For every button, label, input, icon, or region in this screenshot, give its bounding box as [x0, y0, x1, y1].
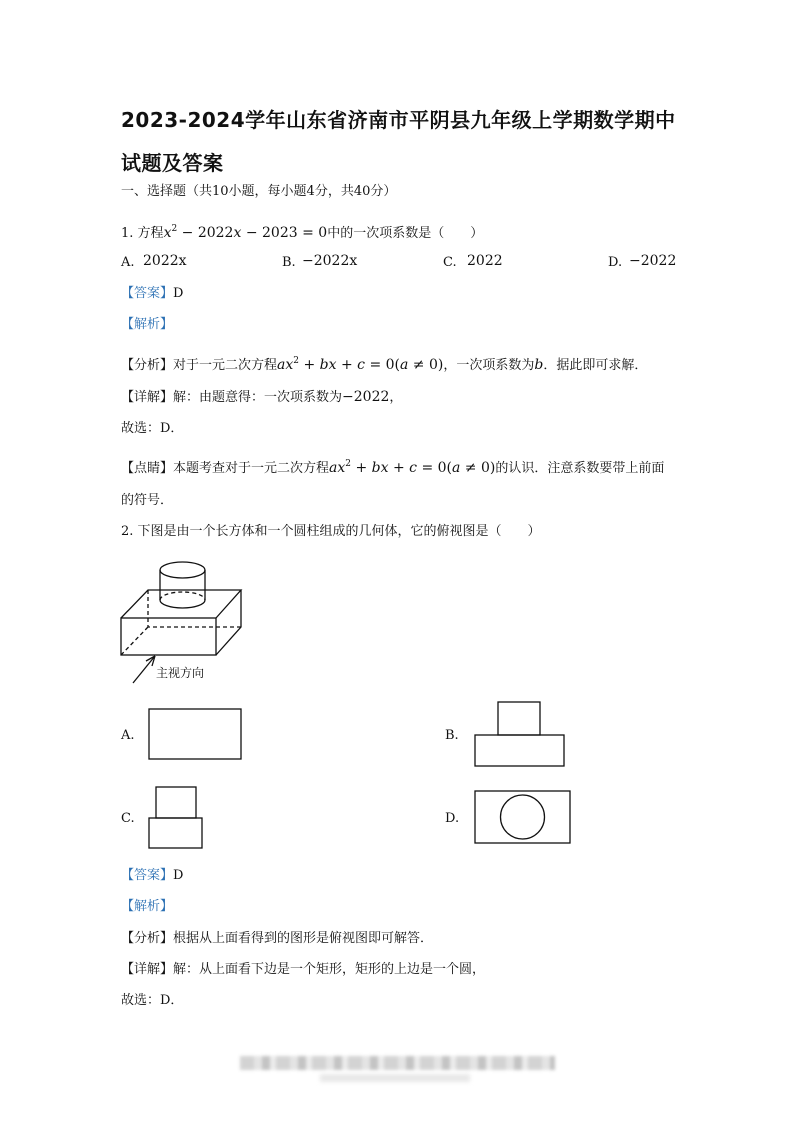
option-a[interactable]: A.	[121, 255, 135, 270]
page-title-line2: 试题及答案	[121, 151, 224, 175]
option-d-value: −2022	[629, 253, 677, 269]
arrow-label: 主视方向	[156, 666, 205, 680]
question-text: 下图是由一个长方体和一个圆柱组成的几何体，它的俯视图是（ ）	[137, 524, 541, 539]
dianjing-line: 【点睛】本题考查对于一元二次方程$ax^2$ + bx + c = 0(a ≠ 0)的认识．注意系数要带上前面	[121, 459, 665, 476]
q2-option-c[interactable]: C.	[121, 811, 135, 826]
question-text: 方程	[137, 226, 164, 241]
q2-option-b[interactable]: B.	[445, 728, 459, 743]
option-c-value: 2022	[467, 253, 503, 269]
section-heading: 一、选择题（共10小题，每小题4分，共40分）	[121, 184, 397, 199]
fenxi-line: 【分析】对于一元二次方程$ax^2$ + bx + c = 0(a ≠ 0)，一次项系数为b．据此即可求解．	[121, 356, 648, 373]
choose-line: 故选：D．	[121, 421, 184, 436]
option-b-value: −2022x	[302, 253, 358, 269]
q2-choose-line: 故选：D．	[121, 993, 184, 1008]
analysis-tag: 【解析】	[121, 317, 174, 332]
q2-fenxi-line: 【分析】根据从上面看得到的图形是俯视图即可解答．	[121, 931, 434, 946]
question-number: 1.	[121, 226, 134, 241]
blurred-footer-watermark	[240, 1056, 555, 1070]
option-d[interactable]: D.	[608, 255, 623, 270]
equation: $x^2 - 2022x - 2023 = 0$	[163, 224, 328, 241]
option-b[interactable]: B.	[282, 255, 296, 270]
page-title: 2023-2024学年山东省济南市平阴县九年级上学期数学期中	[121, 108, 676, 132]
question-text: 中的一次项系数是（ ）	[327, 226, 484, 241]
dianjing-line2: 的符号．	[121, 493, 174, 508]
q2-analysis-tag: 【解析】	[121, 899, 174, 914]
option-c[interactable]: C.	[443, 255, 457, 270]
question-number: 2.	[121, 524, 134, 539]
option-a-value: 2022x	[143, 253, 187, 269]
blurred-footer-watermark-2	[320, 1074, 470, 1082]
q2-option-d[interactable]: D.	[445, 811, 460, 826]
q2-answer-line: 【答案】D	[121, 868, 184, 883]
q2-xiangjie-line: 【详解】解：从上面看下边是一个矩形，矩形的上边是一个圆，	[121, 962, 486, 977]
answer-line: 【答案】D	[121, 286, 184, 301]
xiangjie-line: 【详解】解：由题意得：一次项系数为−2022，	[121, 389, 403, 405]
q2-option-a[interactable]: A.	[121, 728, 135, 743]
